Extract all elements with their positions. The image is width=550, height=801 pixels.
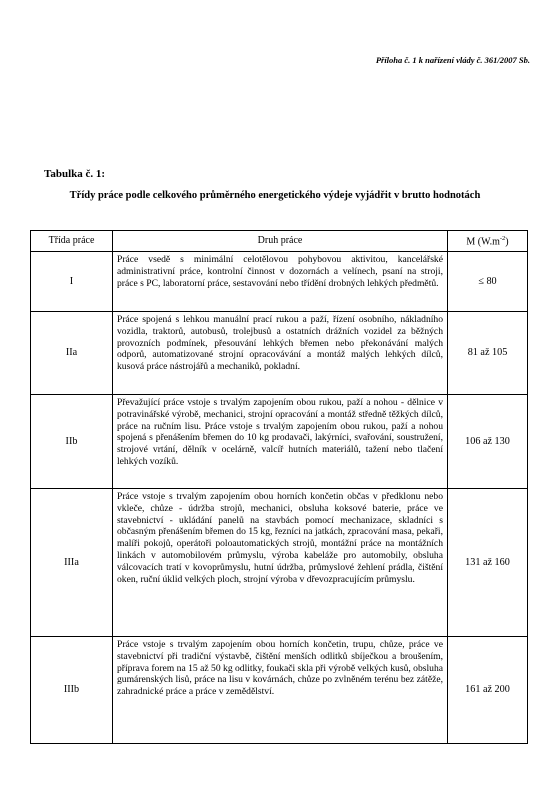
table-row [31,395,528,489]
work-description-cell: Práce vsedě s minimální celotělovou pohybovou aktivitou, kancelářské administrativní práce, kontrolní činnost v dozornách a velínech, psaní na stroji, práce s PC, laboratorní práce, sestavování nebo třídění drobných lehkých předmětů. [113,252,448,312]
work-class-cell: IIIb [31,637,113,744]
work-description-cell: Práce vstoje s trvalým zapojením obou horních končetin, trupu, chůze, práce ve stavebnictví při tradiční výstavbě, čištění menších odlitků sbíječkou a broušením, příprava forem na 15 až 50 kg odlitky, foukači skla při výrobě velkých kusů, obsluha gumárenských lisů, práce na lisu v kovárnách, chůze po zvlněném terénu bez zátěže, zahradnické práce a práce v zemědělství. [113,637,448,744]
metabolic-rate-cell: 131 až 160 [448,489,528,637]
work-class-cell: IIIa [31,489,113,637]
metabolic-unit-base: M (W.m [466,236,500,248]
metabolic-rate-cell: 106 až 130 [448,395,528,489]
work-class-cell: IIa [31,312,113,395]
metabolic-rate-cell: 81 až 105 [448,312,528,395]
metabolic-unit-close: ) [505,236,509,248]
work-class-cell: I [31,252,113,312]
table-label: Tabulka č. 1: [44,168,106,180]
table-header-row [31,231,528,252]
table-row [31,489,528,637]
work-class-cell: IIb [31,395,113,489]
work-class-table [30,230,528,744]
metabolic-rate-cell: 161 až 200 [448,637,528,744]
table-row [31,252,528,312]
work-description-cell: Práce spojená s lehkou manuální prací rukou a paží, řízení osobního, nákladního vozidla, traktorů, autobusů, trolejbusů a ostatních drážních vozidel za běžných provozních podmínek, přesouvání lehkých břemen nebo překonávání malých odporů, automatizované strojní opracovávání a montáž malých lehkých dílců, kusová práce nástrojářů a mechaniků, pokladní. [113,312,448,395]
metabolic-unit-exponent: -2 [499,235,506,243]
table-row [31,637,528,744]
annex-reference: Příloha č. 1 k nařízení vlády č. 361/2007 Sb. [375,55,530,65]
column-header-description: Druh práce [113,231,448,252]
metabolic-rate-cell: ≤ 80 [448,252,528,312]
table-title: Třídy práce podle celkového průměrného energetického výdeje vyjádřit v brutto hodnotách [69,190,481,201]
column-header-class: Třída práce [31,231,113,252]
work-description-cell: Práce vstoje s trvalým zapojením obou horních končetin občas v předklonu nebo vkleče, chůze - údržba strojů, mechanici, obsluha koksové baterie, práce ve stavebnictví - ukládání panelů na stavbách pomocí mechanizace, skladníci s občasným přenášením břemen do 15 kg, řezníci na jatkách, zpracování masa, pekaři, malíři pokojů, operátoři poloautomatických strojů, montážní práce na montážních linkách v automobilovém průmyslu, výroba kabeláže pro automobily, obsluha válcovacích tratí v kovoprůmyslu, hutní údržba, průmyslové žehlení prádla, čištění oken, ruční úklid velkých ploch, strojní výroba v dřevozpracujícím průmyslu. [113,489,448,637]
table-row [31,312,528,395]
column-header-metabolic [448,231,528,252]
work-description-cell: Převažující práce vstoje s trvalým zapojením obou rukou, paží a nohou - dělnice v potravinářské výrobě, mechanici, strojní opracování a montáž středně těžkých dílců, práce na ručním lisu. Práce vstoje s trvalým zapojením obou rukou, paží a nohou spojená s přenášením břemen do 10 kg prodavači, lakýrníci, svařování, soustružení, strojové vrtání, dělník v ocelárně, valcíř hutních materiálů, tažení nebo tlačení lehkých vozíků. [113,395,448,489]
